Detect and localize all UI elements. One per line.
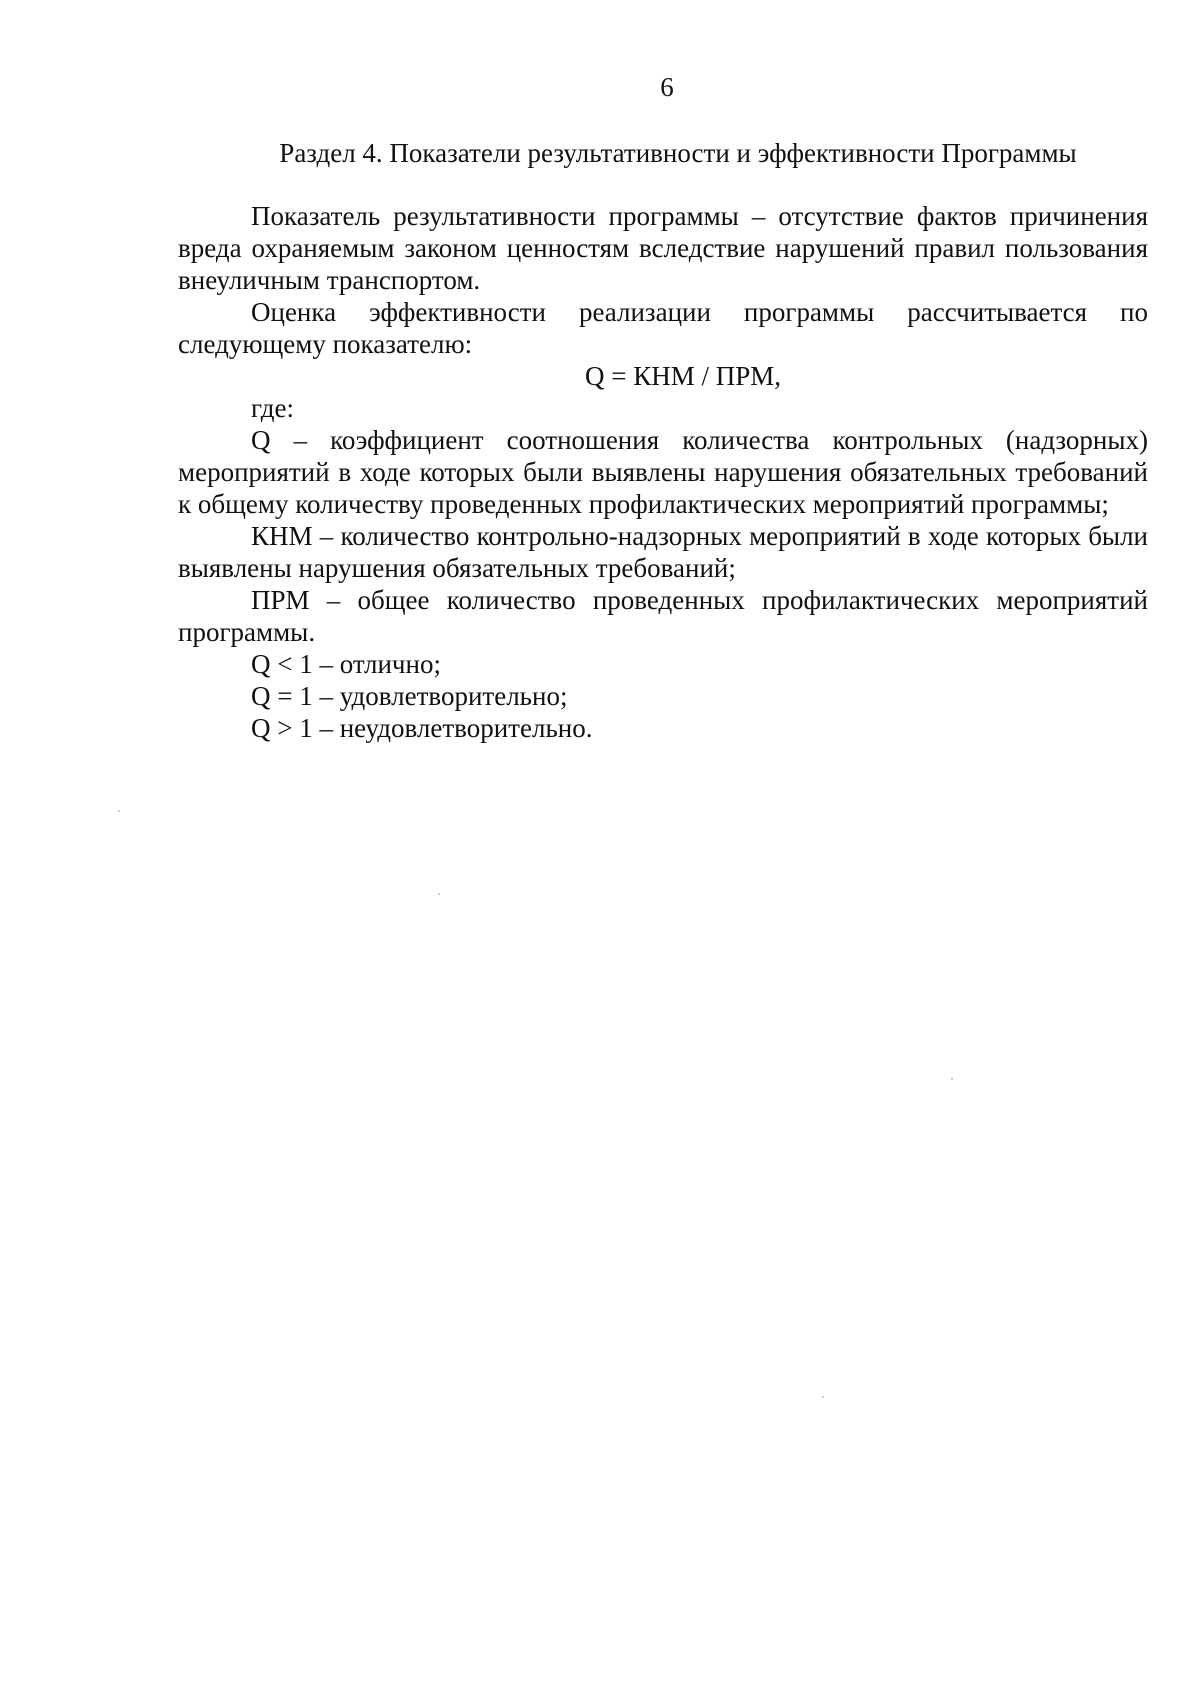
scan-speck xyxy=(118,810,120,812)
definition-q: Q – коэффициент соотношения количества контрольных (надзорных) мероприятий в ходе которых были выявлены нарушения обязательных требований к общему количеству проведенных профилактических мероприятий программы; xyxy=(178,425,1148,519)
rating-satisfactory: Q = 1 – удовлетворительно; xyxy=(251,681,568,711)
scan-speck xyxy=(822,1396,824,1398)
scan-speck xyxy=(951,1078,953,1080)
paragraph-efficiency-evaluation: Оценка эффективности реализации программы рассчитывается по следующему показателю: xyxy=(178,297,1148,359)
definition-prm: ПРМ – общее количество проведенных профилактических мероприятий программы. xyxy=(178,585,1148,647)
formula: Q = КНМ / ПРМ, xyxy=(584,361,781,391)
document-body xyxy=(178,200,1148,744)
where-label: где: xyxy=(251,393,294,423)
definition-knm: КНМ – количество контрольно-надзорных мероприятий в ходе которых были выявлены нарушения обязательных требований; xyxy=(178,521,1148,583)
paragraph-effectiveness-indicator: Показатель результативности программы – отсутствие фактов причинения вреда охраняемым законом ценностям вследствие нарушений правил пользования внеуличным транспортом. xyxy=(178,201,1148,295)
rating-excellent: Q < 1 – отлично; xyxy=(251,649,441,679)
rating-unsatisfactory: Q > 1 – неудовлетворительно. xyxy=(251,713,593,743)
page-number: 6 xyxy=(660,72,674,102)
scan-speck xyxy=(438,893,440,895)
section-title: Раздел 4. Показатели результативности и эффективности Программы xyxy=(279,138,1077,168)
